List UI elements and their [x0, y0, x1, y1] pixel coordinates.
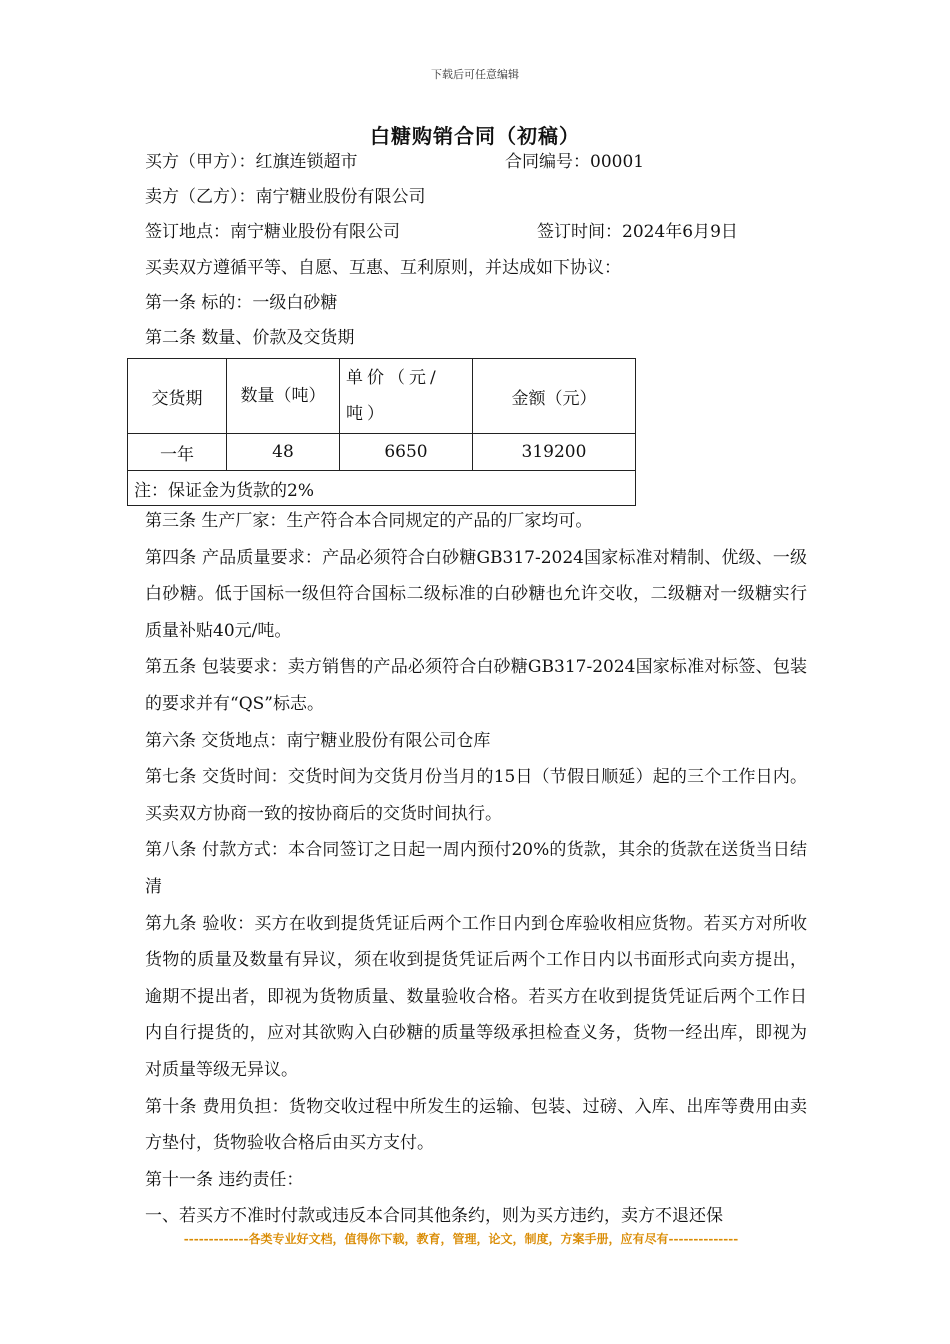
- article-5: 第五条 包装要求：卖方销售的产品必须符合白砂糖GB317-2024国家标准对标签、包装的要求并有“QS”标志。: [145, 657, 807, 714]
- footer-banner: -------------各类专业好文档，值得你下载，教育，管理，论文，制度，方案手册，应有尽有--------------: [183, 1232, 739, 1246]
- cell-unit-price: 6650: [340, 434, 473, 471]
- buyer-line: 买方（甲方）：红旗连锁超市: [145, 152, 358, 172]
- cell-amount: 319200: [473, 434, 636, 471]
- article-6: 第六条 交货地点：南宁糖业股份有限公司仓库: [145, 730, 491, 751]
- article-11: 第十一条 违约责任：: [145, 1169, 304, 1190]
- article-11-clause-1: 一、若买方不准时付款或违反本合同其他条约，则为买方违约，卖方不退还保: [145, 1206, 723, 1227]
- deposit-note: 注：保证金为货款的2%: [128, 471, 636, 506]
- header-quantity: 数量（吨）: [227, 359, 340, 434]
- cell-period: 一年: [128, 434, 227, 471]
- article-3: 第三条 生产厂家：生产符合本合同规定的产品的厂家均可。: [145, 511, 593, 531]
- article-9: 第九条 验收：买方在收到提货凭证后两个工作日内到仓库验收相应货物。若买方对所收货物的质量及数量有异议，须在收到提货凭证后两个工作日内以书面形式向卖方提出，逾期不提出者，即视为货物质量、数量验收合格。若买方在收到提货凭证后两个工作日内自行提货的，应对其欲购入白砂糖的质量等级承担检查义务，货物一经出库，即视为对质量等级无异议。: [145, 913, 807, 1080]
- seller-line: 卖方（乙方）：南宁糖业股份有限公司: [145, 187, 426, 207]
- header-period: 交货期: [128, 359, 227, 434]
- header-amount: 金额（元）: [473, 359, 636, 434]
- article-4: 第四条 产品质量要求：产品必须符合白砂糖GB317-2024国家标准对精制、优级、一级白砂糖。低于国标一级但符合国标二级标准的白砂糖也允许交收，二级糖对一级糖实行质量补贴40元/吨。: [145, 547, 807, 641]
- cell-quantity: 48: [227, 434, 340, 471]
- sign-place: 签订地点：南宁糖业股份有限公司: [145, 222, 400, 242]
- intro-line: 买卖双方遵循平等、自愿、互惠、互利原则，并达成如下协议：: [145, 258, 621, 278]
- article-2: 第二条 数量、价款及交货期: [145, 328, 355, 348]
- article-7: 第七条 交货时间：交货时间为交货月份当月的15日（节假日顺延）起的三个工作日内。买卖双方协商一致的按协商后的交货时间执行。: [145, 767, 807, 824]
- price-table: [127, 358, 636, 506]
- article-1: 第一条 标的：一级白砂糖: [145, 293, 338, 313]
- table-row: [128, 434, 636, 471]
- articles-body: [145, 503, 807, 1235]
- table-header-row: [128, 359, 636, 434]
- header-unit-price: 单价（元/吨）: [340, 359, 473, 434]
- article-8: 第八条 付款方式：本合同签订之日起一周内预付20%的货款，其余的货款在送货当日结清: [145, 840, 807, 897]
- contract-number: 合同编号：00001: [505, 152, 645, 172]
- sign-time: 签订时间：2024年6月9日: [537, 222, 738, 242]
- document-title: 白糖购销合同（初稿）: [370, 124, 580, 148]
- header-note: 下载后可任意编辑: [431, 68, 519, 81]
- article-10: 第十条 费用负担：货物交收过程中所发生的运输、包装、过磅、入库、出库等费用由卖方垫付，货物验收合格后由买方支付。: [145, 1096, 807, 1154]
- table-note-row: [128, 471, 636, 506]
